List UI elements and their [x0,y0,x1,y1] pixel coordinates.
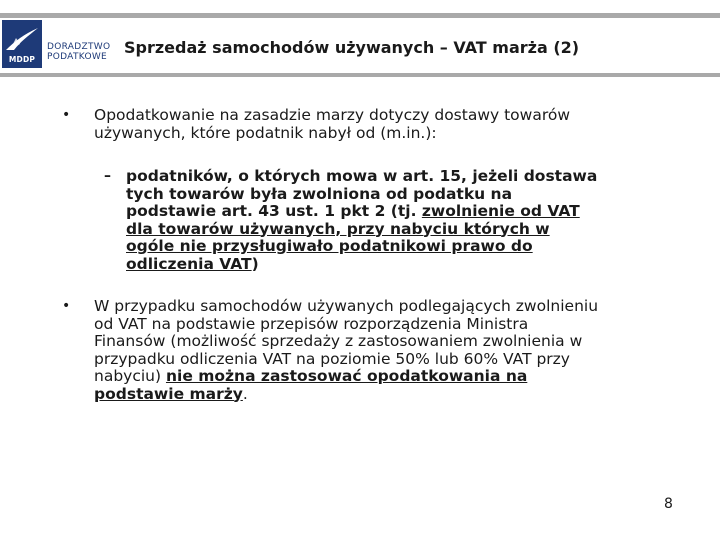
logo-text-line2: PODATKOWE [47,52,108,62]
sub-line3-underlined: zwolnienie od VAT [421,202,580,220]
bullet2-line3: Finansów (możliwość sprzedaży z zastosowaniem zwolnienia w [94,332,583,350]
sub-line6 [126,256,597,274]
bullet2-line5-underlined: nie można zastosować opodatkowania na [165,367,528,385]
bullet1-line1: Opodatkowanie na zasadzie marzy dotyczy dostawy towarów [94,106,571,124]
bullet-marker: • [62,107,71,123]
sub-line6-underlined: odliczenia VAT [126,254,252,273]
sub-bullet-item [104,168,664,278]
header-bottom-rule [0,73,720,77]
bullet-text [94,107,570,142]
sub-line1: podatników, o których mowa w art. 15, jeżeli dostawa [126,167,598,185]
bullet2-line5 [94,368,598,386]
slide-title: Sprzedaż samochodów używanych – VAT marża (2) [124,38,580,57]
bullet-marker: • [62,298,71,314]
dash-marker: – [104,168,111,184]
sub-line2: tych towarów była zwolniona od podatku na [126,184,513,203]
sub-line3-plain: podstawie art. 43 ust. 1 pkt 2 (tj. [126,202,422,220]
bullet-item-1 [62,107,672,147]
bullet2-line1: W przypadku samochodów używanych podlegających zwolnieniu [94,297,599,315]
sub-bullet-text [126,168,597,273]
sub-line6-plain: ) [251,254,259,273]
page-number: 8 [664,496,673,512]
mddp-logo [2,20,42,68]
sub-line3 [126,203,597,221]
bullet-text [94,298,598,403]
bullet2-line6-underlined: podstawie marży [94,384,243,403]
logo-text-line1: DORADZTWO [47,42,111,52]
logo-wordmark [47,42,110,62]
bullet2-line5-plain: nabyciu) [94,367,166,385]
logo-abbrev: MDDP [8,55,36,64]
sub-line5: ogóle nie przysługiwało podatnikowi prawo do [126,237,533,255]
bullet2-line4: przypadku odliczenia VAT na poziomie 50% lub 60% VAT przy [94,349,570,368]
bullet2-line2: od VAT na podstawie przepisów rozporządzenia Ministra [94,314,529,333]
bullet-item-2 [62,298,702,408]
sub-line4: dla towarów używanych, przy nabyciu których w [126,219,550,238]
bullet2-line6 [94,386,598,404]
bullet2-line6-plain: . [242,384,248,403]
bullet1-line2: używanych, które podatnik nabył od (m.in.): [94,123,437,142]
